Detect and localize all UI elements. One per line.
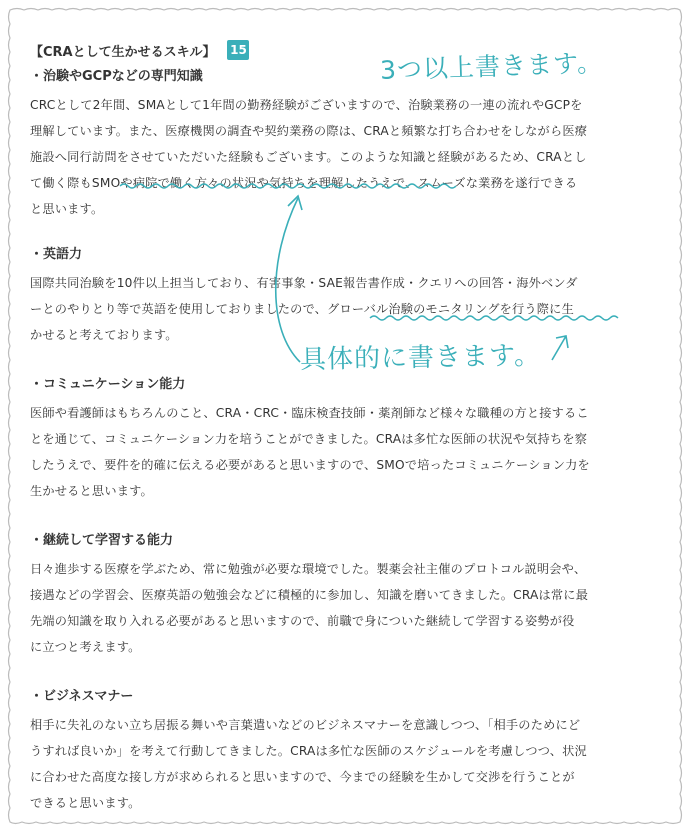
document-title-row (30, 38, 249, 62)
body-line: 相手に失礼のない立ち居振る舞いや言葉遣いなどのビジネスマナーを意識しつつ、「相手のためにど (30, 718, 581, 732)
handwritten-note-specific: 具体的に書きます。 (299, 340, 542, 376)
body-line: に合わせた高度な接し方が求められると思いますので、今までの経験を生かして交渉を行うことが (30, 770, 575, 784)
body-line: 施設へ同行訪問をさせていただいた経験もございます。このような知識と経験があるため、CRAとし (30, 150, 587, 164)
body-line: したうえで、要件を的確に伝える必要があると思いますので、SMOで培ったコミュニケーション力を (30, 458, 590, 472)
section-body (30, 92, 670, 222)
section-learning (30, 530, 670, 660)
body-line: 国際共同治験を10件以上担当しており、有害事象・SAE報告書作成・クエリへの回答・海外ベンダ (30, 276, 578, 290)
section-body (30, 400, 670, 504)
body-line: かせると考えております。 (30, 328, 178, 342)
body-line: できると思います。 (30, 796, 141, 810)
section-heading: ・コミュニケーション能力 (30, 377, 186, 392)
body-line: 医師や看護師はもちろんのこと、CRA・CRC・臨床検査技師・薬剤師など様々な職種の方と接するこ (30, 406, 589, 420)
body-line: 理解しています。また、医療機関の調査や契約業務の際は、CRAと頻繁な打ち合わせをしながら医療 (30, 124, 588, 138)
document-title: 【CRAとして生かせるスキル】 (30, 44, 216, 60)
section-communication (30, 374, 670, 504)
section-body (30, 270, 670, 348)
body-line: と思います。 (30, 202, 104, 216)
section-business-manners (30, 686, 670, 816)
body-line: ーとのやりとり等で英語を使用しておりましたので、グローバル治験のモニタリングを行う際に生 (30, 302, 574, 316)
section-english (30, 244, 670, 348)
section-expertise (30, 66, 670, 222)
body-line: とを通じて、コミュニケーション力を培うことができました。CRAは多忙な医師の状況や気持ちを察 (30, 432, 588, 446)
body-line: 日々進歩する医療を学ぶため、常に勉強が必要な環境でした。製薬会社主催のプロトコル説明会や、 (30, 562, 587, 576)
body-line: うすれば良いか」を考えて行動してきました。CRAは多忙な医師のスケジュールを考慮しつつ、状況 (30, 744, 587, 758)
body-line: 生かせると思います。 (30, 484, 153, 498)
body-line: て働く際もSMOや病院で働く方々の状況や気持ちを理解したうえで、スムーズな業務を遂行できる (30, 176, 578, 190)
body-line: 接遇などの学習会、医療英語の勉強会などに積極的に参加し、知識を磨いてきました。CRAは常に最 (30, 588, 589, 602)
body-line: 先端の知識を取り入れる必要があると思いますので、前職で身についた継続して学習する姿勢が役 (30, 614, 575, 628)
section-body (30, 556, 670, 660)
page-number-badge: 15 (227, 40, 249, 60)
body-line: に立つと考えます。 (30, 640, 141, 654)
section-heading: ・継続して学習する能力 (30, 533, 174, 548)
section-body (30, 712, 670, 816)
body-line: CRCとして2年間、SMAとして1年間の勤務経験がございますので、治験業務の一連の流れやGCPを (30, 98, 583, 112)
section-heading: ・英語力 (30, 247, 83, 262)
section-heading: ・ビジネスマナー (30, 689, 134, 704)
section-heading: ・治験やGCPなどの専門知識 (30, 69, 203, 84)
handwritten-note-count: 3つ以上書きます。 (379, 48, 604, 85)
